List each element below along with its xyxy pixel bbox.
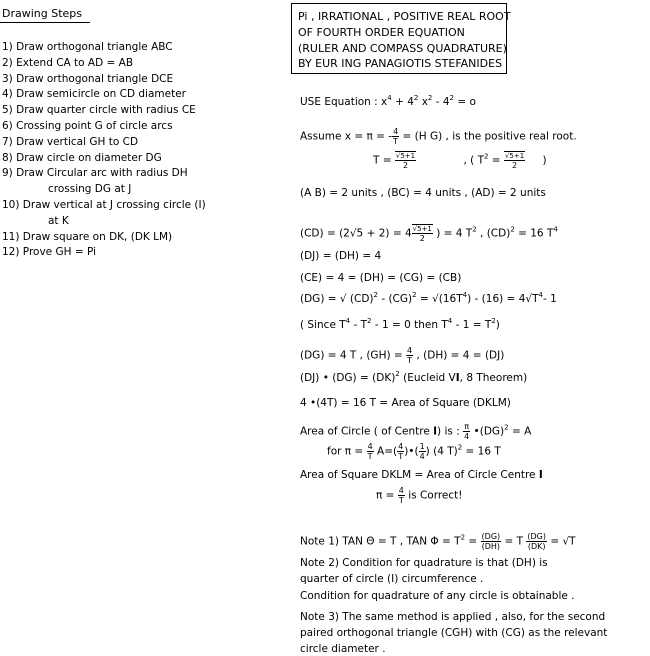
area-equality-line: Area of Square DKLM = Area of Circle Centre I bbox=[300, 469, 543, 481]
step-9: 9) Draw Circular arc with radius DH bbox=[2, 167, 188, 180]
drawing-steps-list bbox=[2, 40, 206, 261]
note-2-line-3: Condition for quadrature of any circle is obtainable . bbox=[300, 590, 575, 602]
step-5: 5) Draw quarter circle with radius CE bbox=[2, 104, 196, 117]
step-10-cont: at K bbox=[48, 214, 69, 227]
drawing-steps-title: Drawing Steps bbox=[2, 7, 83, 20]
euclid-line: (DJ) • (DG) = (DK)$^2$ (Eucleid VI, 8 Theorem) bbox=[300, 370, 528, 384]
cd-line: (CD) = (2√5 + 2) = 4 $\frac{√5+1}{2}$ ) = 4 $T^2$ , (CD)$^2$ = 16 $T^4$ bbox=[300, 225, 558, 243]
step-1: 1) Draw orthogonal triangle ABC bbox=[2, 41, 173, 53]
title-box bbox=[291, 3, 511, 74]
centre-i-symbol: I bbox=[455, 372, 460, 384]
title-line-2: OF FOURTH ORDER EQUATION bbox=[298, 25, 465, 39]
step-12: 12) Prove GH = Pi bbox=[2, 246, 96, 259]
title-underline bbox=[0, 22, 90, 23]
correct-line: π = $\frac{4}{T}$ is Correct! bbox=[376, 486, 463, 505]
note-2-line-2: quarter of circle (I) circumference . bbox=[300, 573, 484, 585]
step-6: 6) Crossing point G of circle arcs bbox=[2, 119, 173, 132]
step-7: 7) Draw vertical GH to CD bbox=[2, 135, 139, 148]
centre-i-symbol: I bbox=[538, 469, 543, 481]
circle-area-line: Area of Circle ( of Centre I) is : $\frac{\pi}{4}$ •(DG)$^2$ = A bbox=[300, 422, 532, 441]
t-definition: T = $\frac{√5+1}{2}$ , ( $T^2$ = $\frac{√5+1}{2}$ ) bbox=[373, 152, 547, 170]
step-10: 10) Draw vertical at J crossing circle (I) bbox=[2, 198, 206, 211]
note-2-line-1: Note 2) Condition for quadrature is that (DH) is bbox=[300, 557, 548, 569]
step-11: 11) Draw square on DK, (DK LM) bbox=[2, 230, 173, 243]
dg-line: (DG) = √ $(CD)^2 - (CG)^2 = √(16T^4) - (16) = 4√T^4-$ 1 bbox=[300, 291, 557, 305]
centre-i-symbol: I bbox=[433, 425, 438, 438]
for-pi-line: for π = $\frac{4}{T}$ A=( $\frac{4}{T}$ )•( $\frac{1}{4}$ ) (4 T)$^2$ = 16 T bbox=[327, 442, 501, 461]
step-2: 2) Extend CA to AD = AB bbox=[2, 56, 134, 69]
title-line-3: (RULER AND COMPASS QUADRATURE) bbox=[298, 41, 507, 55]
note-3-line-2: paired orthogonal triangle (CGH) with (CG) as the relevant bbox=[300, 627, 608, 639]
fraction-4-over-T: $\frac{4}{T}$ bbox=[393, 127, 399, 146]
step-3: 3) Draw orthogonal triangle DCE bbox=[2, 72, 174, 85]
square-area-line: 4 •(4T) = 16 T = Area of Square (DKLM) bbox=[300, 397, 511, 409]
title-line-4: BY EUR ING PANAGIOTIS STEFANIDES bbox=[298, 57, 503, 71]
units-line: (A B) = 2 units , (BC) = 4 units , (AD) = 2 units bbox=[300, 187, 546, 199]
title-line-1: Pi , IRRATIONAL , POSITIVE REAL ROOT bbox=[298, 10, 511, 23]
dg-4t-line: (DG) = 4 T , (GH) = $\frac{4}{T}$ , (DH) = 4 = (DJ) bbox=[300, 346, 505, 365]
step-9-cont: crossing DG at J bbox=[48, 183, 132, 196]
since-line: ( Since $T^4 - T^2 - 1 = 0$ then $T^4 - 1 = T^2$) bbox=[300, 317, 500, 331]
step-8: 8) Draw circle on diameter DG bbox=[2, 151, 162, 164]
note-3-line-1: Note 3) The same method is applied , also, for the second bbox=[300, 611, 606, 623]
note-1: Note 1) TAN Θ = T , TAN $\Phi = T^2$ = $\frac{(DG)}{(DH)}$ = T $\frac{(DG)}{(DK)}$ = √T bbox=[300, 532, 576, 551]
use-equation: USE Equation : $x^4 + 4^2$ $x^2 - 4^2 = o$ bbox=[300, 94, 476, 108]
step-4: 4) Draw semicircle on CD diameter bbox=[2, 88, 186, 101]
dj-line: (DJ) = (DH) = 4 bbox=[300, 250, 382, 262]
note-3-line-3: circle diameter . bbox=[300, 643, 386, 655]
assume-line: Assume x = π = - $\frac{4}{T}$ = (H G) , is the positive real root. bbox=[300, 127, 577, 146]
ce-line: (CE) = 4 = (DH) = (CG) = (CB) bbox=[300, 272, 462, 284]
